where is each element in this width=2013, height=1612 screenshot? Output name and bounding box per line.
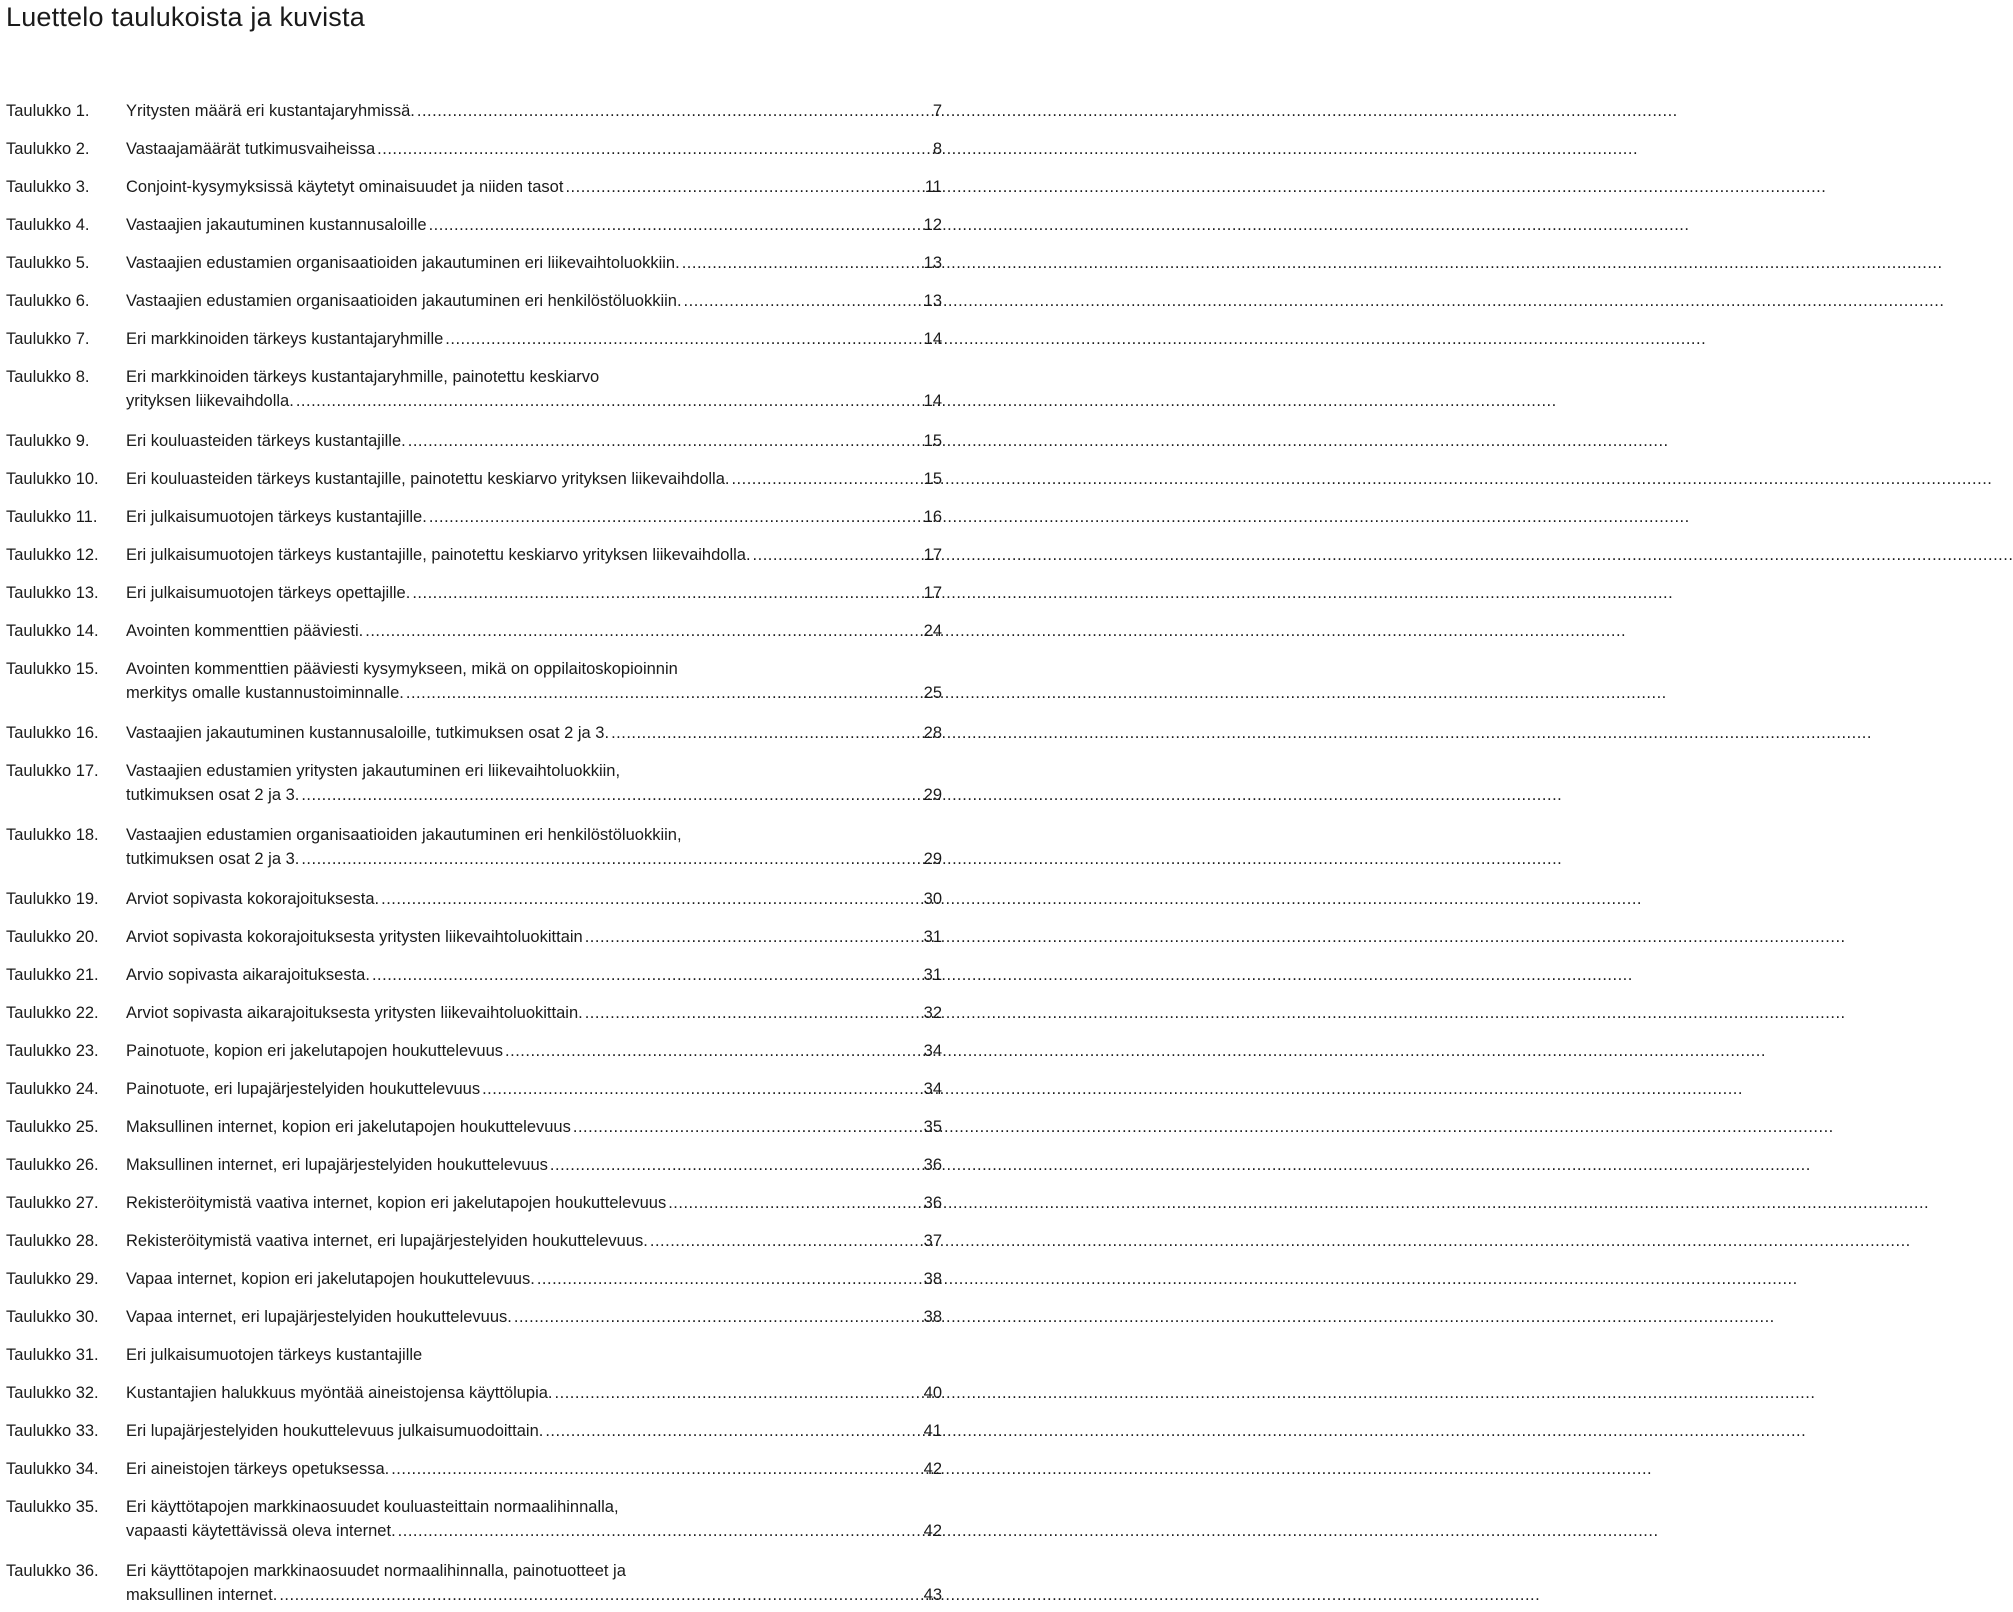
toc-entry-line: [126, 581, 942, 605]
toc-entry-line: [126, 365, 942, 389]
toc-entry-label: Taulukko 12.: [6, 546, 99, 564]
toc-entry-line: [126, 963, 942, 987]
toc-entry-line: [126, 847, 942, 871]
toc-entry-body: [126, 1191, 942, 1215]
toc-entry-body: [126, 1381, 942, 1405]
toc-entry-title: yrityksen liikevaihdolla.: [126, 392, 294, 410]
toc-entry-line: [126, 657, 942, 681]
toc-entry-label: Taulukko 18.: [6, 826, 99, 844]
toc-dot-leader: [565, 175, 923, 199]
toc-entry-label: Taulukko 20.: [6, 928, 99, 946]
toc-dot-leader: [429, 213, 923, 237]
toc-entry-label: Taulukko 15.: [6, 660, 99, 678]
toc-entry-body: [126, 175, 942, 199]
toc-dot-leader: [279, 1583, 922, 1607]
toc-entry-line: [126, 1153, 942, 1177]
toc-entry-title: Maksullinen internet, eri lupajärjestelyiden houkuttelevuus: [126, 1156, 548, 1174]
toc-entry-body: [126, 365, 942, 413]
toc-dot-leader: [377, 137, 932, 161]
toc-entry[interactable]: [6, 1229, 942, 1253]
toc-entry-line: [126, 1343, 942, 1367]
toc-page-number: 15: [923, 432, 942, 450]
toc-entry[interactable]: [6, 823, 942, 871]
toc-page-number: 15: [923, 470, 942, 488]
toc-entry-title: Vastaajien jakautuminen kustannusaloille, tutkimuksen osat 2 ja 3.: [126, 724, 610, 742]
toc-page-number: 14: [923, 392, 942, 410]
toc-entry[interactable]: [6, 963, 942, 987]
toc-entry-line: [126, 1267, 942, 1291]
toc-entry-line: [126, 1229, 942, 1253]
toc-entry-title: Arvio sopivasta aikarajoituksesta.: [126, 966, 370, 984]
toc-entry-body: [126, 823, 942, 871]
toc-dot-leader: [429, 505, 923, 529]
toc-entry-label: Taulukko 11.: [6, 508, 98, 526]
toc-page-number: 34: [923, 1080, 942, 1098]
toc-entry-title: Yritysten määrä eri kustantajaryhmissä.: [126, 102, 415, 120]
toc-dot-leader: [753, 543, 923, 567]
toc-page-number: 32: [923, 1004, 942, 1022]
toc-entry-label: Taulukko 25.: [6, 1118, 99, 1136]
toc-entry[interactable]: [6, 1039, 942, 1063]
toc-entry[interactable]: [6, 1495, 942, 1543]
toc-entry-title: Rekisteröitymistä vaativa internet, kopion eri jakelutapojen houkuttelevuus: [126, 1194, 667, 1212]
toc-entry-label: Taulukko 28.: [6, 1232, 99, 1250]
toc-dot-leader: [412, 581, 922, 605]
toc-entry[interactable]: [6, 1419, 942, 1443]
toc-entry-line: [126, 213, 942, 237]
toc-entry-title: Eri julkaisumuotojen tärkeys kustantajille, painotettu keskiarvo yrityksen liikevaihdolla.: [126, 546, 751, 564]
toc-entry-title: tutkimuksen osat 2 ja 3.: [126, 786, 300, 804]
toc-entry-title: Vastaajien edustamien yritysten jakautuminen eri liikevaihtoluokkiin,: [126, 762, 621, 780]
toc-entry-body: [126, 1343, 942, 1367]
toc-entry-label: Taulukko 9.: [6, 432, 90, 450]
toc-entry-line: [126, 467, 942, 491]
toc-entry-body: [126, 721, 942, 745]
toc-entry-line: [126, 783, 942, 807]
toc-entry-label: Taulukko 14.: [6, 622, 99, 640]
toc-entry-line: [126, 543, 942, 567]
toc-dot-leader: [391, 1457, 922, 1481]
toc-page-number: 30: [923, 890, 942, 908]
toc-entry-label: Taulukko 32.: [6, 1384, 99, 1402]
toc-entry-title: Avointen kommenttien pääviesti kysymykseen, mikä on oppilaitoskopioinnin: [126, 660, 678, 678]
toc-entry-line: [126, 137, 942, 161]
toc-entry[interactable]: [6, 137, 942, 161]
toc-entry-label: Taulukko 31.: [6, 1346, 99, 1364]
toc-entry-line: [126, 823, 942, 847]
toc-entry-title: Vastaajamäärät tutkimusvaiheissa: [126, 140, 376, 158]
toc-entry[interactable]: [6, 925, 942, 949]
toc-dot-leader: [731, 467, 922, 491]
toc-entry-title: Painotuote, kopion eri jakelutapojen houkuttelevuus: [126, 1042, 504, 1060]
toc-entry-line: [126, 1115, 942, 1139]
toc-entry-title: Eri markkinoiden tärkeys kustantajaryhmille, painotettu keskiarvo: [126, 368, 600, 386]
toc-page-number: 38: [923, 1270, 942, 1288]
toc-entry-body: [126, 925, 942, 949]
toc-entry-label: Taulukko 23.: [6, 1042, 99, 1060]
toc-page-number: 25: [923, 684, 942, 702]
toc-entry-line: [126, 429, 942, 453]
toc-entry-line: [126, 289, 942, 313]
toc-entry-line: [126, 887, 942, 911]
toc-page-number: 11: [924, 178, 942, 196]
toc-entry-line: [126, 759, 942, 783]
toc-entry-title: Vastaajien edustamien organisaatioiden jakautuminen eri henkilöstöluokkiin,: [126, 826, 682, 844]
toc-entry-body: [126, 1419, 942, 1443]
toc-entry[interactable]: [6, 721, 942, 745]
toc-entry-label: Taulukko 16.: [6, 724, 99, 742]
toc-entry-body: [126, 1457, 942, 1481]
toc-entry-title: Eri käyttötapojen markkinaosuudet kouluasteittain normaalihinnalla,: [126, 1498, 619, 1516]
toc-page-number: 42: [923, 1522, 942, 1540]
toc-entry-title: Eri aineistojen tärkeys opetuksessa.: [126, 1460, 390, 1478]
toc-entry-line: [126, 1381, 942, 1405]
toc-entry[interactable]: [6, 1153, 942, 1177]
toc-dot-leader: [417, 99, 932, 123]
toc-entry-title: merkitys omalle kustannustoiminnalle.: [126, 684, 404, 702]
toc-entry[interactable]: [6, 251, 942, 275]
toc-entry-title: Vastaajien jakautuminen kustannusaloille: [126, 216, 427, 234]
toc-dot-leader: [365, 619, 922, 643]
toc-entry[interactable]: [6, 365, 942, 413]
toc-entry-label: Taulukko 21.: [6, 966, 99, 984]
page-title: Luettelo taulukoista ja kuvista: [6, 2, 365, 32]
toc-entry-title: Rekisteröitymistä vaativa internet, eri lupajärjestelyiden houkuttelevuus.: [126, 1232, 648, 1250]
toc-page-number: 17: [923, 546, 942, 564]
toc-entry-label: Taulukko 24.: [6, 1080, 99, 1098]
toc-entry[interactable]: [6, 1343, 942, 1367]
toc-entry-label: Taulukko 13.: [6, 584, 99, 602]
toc-entry[interactable]: [6, 581, 942, 605]
toc-entry-label: Taulukko 26.: [6, 1156, 99, 1174]
toc-entry-label: Taulukko 5.: [6, 254, 90, 272]
toc-entry-title: Eri julkaisumuotojen tärkeys kustantajille.: [126, 508, 427, 526]
toc-entry-label: Taulukko 3.: [6, 178, 90, 196]
toc-entry-title: Vastaajien edustamien organisaatioiden jakautuminen eri liikevaihtoluokkiin.: [126, 254, 680, 272]
toc-dot-leader: [537, 1267, 923, 1291]
toc-entry-line: [126, 681, 942, 705]
toc-entry-body: [126, 1305, 942, 1329]
toc-entry[interactable]: [6, 619, 942, 643]
toc-entry-label: Taulukko 29.: [6, 1270, 99, 1288]
toc-page-number: 16: [923, 508, 942, 526]
toc-entry[interactable]: [6, 1267, 942, 1291]
toc-entry-body: [126, 581, 942, 605]
toc-page-number: 17: [923, 584, 942, 602]
toc-entry-line: [126, 1457, 942, 1481]
toc-entry-line: [126, 1001, 942, 1025]
toc-page-number: 40: [923, 1384, 942, 1402]
toc-entry[interactable]: [6, 99, 942, 123]
toc-entry-label: Taulukko 33.: [6, 1422, 99, 1440]
toc-entry[interactable]: [6, 759, 942, 807]
toc-entry[interactable]: [6, 289, 942, 313]
toc-entry-body: [126, 1229, 942, 1253]
toc-entry-body: [126, 1267, 942, 1291]
toc-page-number: 12: [923, 216, 942, 234]
toc-dot-leader: [668, 1191, 922, 1215]
toc-entry-body: [126, 1559, 942, 1607]
toc-dot-leader: [296, 389, 923, 413]
toc-dot-leader: [573, 1115, 923, 1139]
toc-entry-body: [126, 1039, 942, 1063]
toc-entry-body: [126, 619, 942, 643]
toc-page-number: 42: [923, 1460, 942, 1478]
toc-entry-line: [126, 619, 942, 643]
toc-dot-leader: [682, 251, 923, 275]
toc-entry-title: Eri markkinoiden tärkeys kustantajaryhmille: [126, 330, 444, 348]
toc-entry-label: Taulukko 22.: [6, 1004, 99, 1022]
toc-entry-title: vapaasti käytettävissä oleva internet.: [126, 1522, 396, 1540]
toc-dot-leader: [650, 1229, 923, 1253]
toc-dot-leader: [301, 847, 922, 871]
toc-entry-line: [126, 1419, 942, 1443]
toc-entry-label: Taulukko 8.: [6, 368, 90, 386]
toc-entry-title: Arviot sopivasta kokorajoituksesta.: [126, 890, 380, 908]
table-of-contents: [6, 99, 942, 1607]
toc-entry-title: Avointen kommenttien pääviesti.: [126, 622, 364, 640]
toc-entry-body: [126, 1001, 942, 1025]
toc-dot-leader: [372, 963, 923, 987]
toc-page-number: 7: [932, 102, 942, 120]
toc-entry[interactable]: [6, 1381, 942, 1405]
toc-page-number: 14: [923, 330, 942, 348]
toc-dot-leader: [482, 1077, 923, 1101]
toc-entry-body: [126, 887, 942, 911]
toc-dot-leader: [684, 289, 923, 313]
toc-entry-label: Taulukko 4.: [6, 216, 90, 234]
toc-entry-title: Kustantajien halukkuus myöntää aineistojensa käyttölupia.: [126, 1384, 553, 1402]
toc-entry-body: [126, 1495, 942, 1543]
toc-entry-line: [126, 925, 942, 949]
toc-entry-line: [126, 389, 942, 413]
toc-entry[interactable]: [6, 1001, 942, 1025]
toc-entry-line: [126, 505, 942, 529]
toc-entry-title: tutkimuksen osat 2 ja 3.: [126, 850, 300, 868]
toc-entry[interactable]: [6, 1115, 942, 1139]
toc-page-number: 28: [923, 724, 942, 742]
toc-entry[interactable]: [6, 467, 942, 491]
toc-dot-leader: [585, 1001, 923, 1025]
toc-entry-body: [126, 963, 942, 987]
toc-entry-body: [126, 251, 942, 275]
toc-entry-body: [126, 327, 942, 351]
toc-page-number: 13: [923, 254, 942, 272]
toc-entry-line: [126, 1191, 942, 1215]
toc-entry-title: Eri julkaisumuotojen tärkeys opettajille.: [126, 584, 411, 602]
toc-dot-leader: [398, 1519, 923, 1543]
toc-page-number: 13: [923, 292, 942, 310]
toc-entry[interactable]: [6, 175, 942, 199]
toc-entry-title: Conjoint-kysymyksissä käytetyt ominaisuudet ja niiden tasot: [126, 178, 564, 196]
toc-entry-line: [126, 1519, 942, 1543]
toc-entry[interactable]: [6, 505, 942, 529]
toc-entry-title: Eri kouluasteiden tärkeys kustantajille, painotettu keskiarvo yrityksen liikevaihdolla.: [126, 470, 730, 488]
toc-page-number: 8: [932, 140, 942, 158]
toc-entry-label: Taulukko 1.: [6, 102, 90, 120]
toc-page-number: 35: [923, 1118, 942, 1136]
toc-entry-line: [126, 1583, 942, 1607]
toc-entry-line: [126, 721, 942, 745]
toc-entry[interactable]: [6, 543, 942, 567]
toc-entry-title: Painotuote, eri lupajärjestelyiden houkuttelevuus: [126, 1080, 481, 1098]
toc-entry-body: [126, 657, 942, 705]
toc-dot-leader: [406, 681, 923, 705]
toc-entry-body: [126, 99, 942, 123]
toc-entry-body: [126, 429, 942, 453]
toc-entry-title: Eri käyttötapojen markkinaosuudet normaalihinnalla, painotuotteet ja: [126, 1562, 626, 1580]
toc-entry-body: [126, 505, 942, 529]
toc-page-number: 31: [923, 928, 942, 946]
toc-entry[interactable]: [6, 1305, 942, 1329]
toc-entry-title: Vastaajien edustamien organisaatioiden jakautuminen eri henkilöstöluokkiin.: [126, 292, 682, 310]
toc-page-number: 41: [923, 1422, 942, 1440]
toc-dot-leader: [611, 721, 923, 745]
toc-page-number: 38: [923, 1308, 942, 1326]
toc-entry-body: [126, 213, 942, 237]
toc-dot-leader: [505, 1039, 923, 1063]
toc-entry[interactable]: [6, 1457, 942, 1481]
toc-entry-label: Taulukko 35.: [6, 1498, 99, 1516]
toc-entry-label: Taulukko 36.: [6, 1562, 99, 1580]
toc-entry-body: [126, 543, 942, 567]
toc-entry[interactable]: [6, 429, 942, 453]
toc-page-number: 29: [923, 786, 942, 804]
toc-entry-body: [126, 467, 942, 491]
toc-dot-leader: [301, 783, 922, 807]
toc-entry-title: Eri lupajärjestelyiden houkuttelevuus julkaisumuodoittain.: [126, 1422, 544, 1440]
toc-page-number: 34: [923, 1042, 942, 1060]
toc-page-number: 37: [923, 1232, 942, 1250]
toc-entry-line: [126, 1039, 942, 1063]
toc-entry-label: Taulukko 34.: [6, 1460, 99, 1478]
toc-entry-label: Taulukko 7.: [6, 330, 90, 348]
toc-entry-label: Taulukko 17.: [6, 762, 99, 780]
toc-entry[interactable]: [6, 1077, 942, 1101]
toc-entry-line: [126, 1559, 942, 1583]
toc-entry-line: [126, 175, 942, 199]
toc-entry-line: [126, 99, 942, 123]
toc-page-number: 24: [923, 622, 942, 640]
toc-entry-label: Taulukko 6.: [6, 292, 90, 310]
document-page: [0, 0, 960, 1612]
toc-entry-title: Arviot sopivasta aikarajoituksesta yritysten liikevaihtoluokittain.: [126, 1004, 583, 1022]
toc-entry[interactable]: [6, 887, 942, 911]
toc-entry-line: [126, 1305, 942, 1329]
toc-entry-title: Arviot sopivasta kokorajoituksesta yritysten liikevaihtoluokittain: [126, 928, 583, 946]
toc-entry[interactable]: [6, 1191, 942, 1215]
toc-entry[interactable]: [6, 657, 942, 705]
toc-dot-leader: [585, 925, 923, 949]
toc-entry-body: [126, 1077, 942, 1101]
toc-entry-label: Taulukko 19.: [6, 890, 99, 908]
toc-entry-label: Taulukko 27.: [6, 1194, 99, 1212]
toc-page-number: 31: [923, 966, 942, 984]
toc-dot-leader: [545, 1419, 922, 1443]
toc-entry[interactable]: [6, 1559, 942, 1607]
toc-entry-title: Eri julkaisumuotojen tärkeys kustantajille: [126, 1346, 423, 1364]
toc-dot-leader: [445, 327, 922, 351]
toc-entry-label: Taulukko 10.: [6, 470, 99, 488]
toc-dot-leader: [381, 887, 923, 911]
toc-entry-label: Taulukko 30.: [6, 1308, 99, 1326]
toc-entry[interactable]: [6, 327, 942, 351]
toc-entry-title: maksullinen internet.: [126, 1586, 278, 1604]
toc-entry-line: [126, 1077, 942, 1101]
toc-entry-label: Taulukko 2.: [6, 140, 90, 158]
toc-entry-title: Maksullinen internet, kopion eri jakelutapojen houkuttelevuus: [126, 1118, 571, 1136]
toc-dot-leader: [514, 1305, 923, 1329]
toc-dot-leader: [550, 1153, 923, 1177]
toc-entry-body: [126, 137, 942, 161]
toc-entry-line: [126, 327, 942, 351]
toc-entry[interactable]: [6, 213, 942, 237]
toc-page-number: 36: [923, 1156, 942, 1174]
toc-entry-title: Vapaa internet, eri lupajärjestelyiden houkuttelevuus.: [126, 1308, 512, 1326]
toc-page-number: 43: [923, 1586, 942, 1604]
toc-entry-body: [126, 759, 942, 807]
toc-entry-title: Vapaa internet, kopion eri jakelutapojen houkuttelevuus.: [126, 1270, 535, 1288]
toc-entry-body: [126, 1153, 942, 1177]
toc-entry-line: [126, 1495, 942, 1519]
toc-entry-body: [126, 289, 942, 313]
toc-dot-leader: [408, 429, 923, 453]
toc-dot-leader: [555, 1381, 923, 1405]
toc-page-number: 29: [923, 850, 942, 868]
toc-page-number: 36: [923, 1194, 942, 1212]
toc-entry-body: [126, 1115, 942, 1139]
toc-entry-line: [126, 251, 942, 275]
toc-entry-title: Eri kouluasteiden tärkeys kustantajille.: [126, 432, 406, 450]
